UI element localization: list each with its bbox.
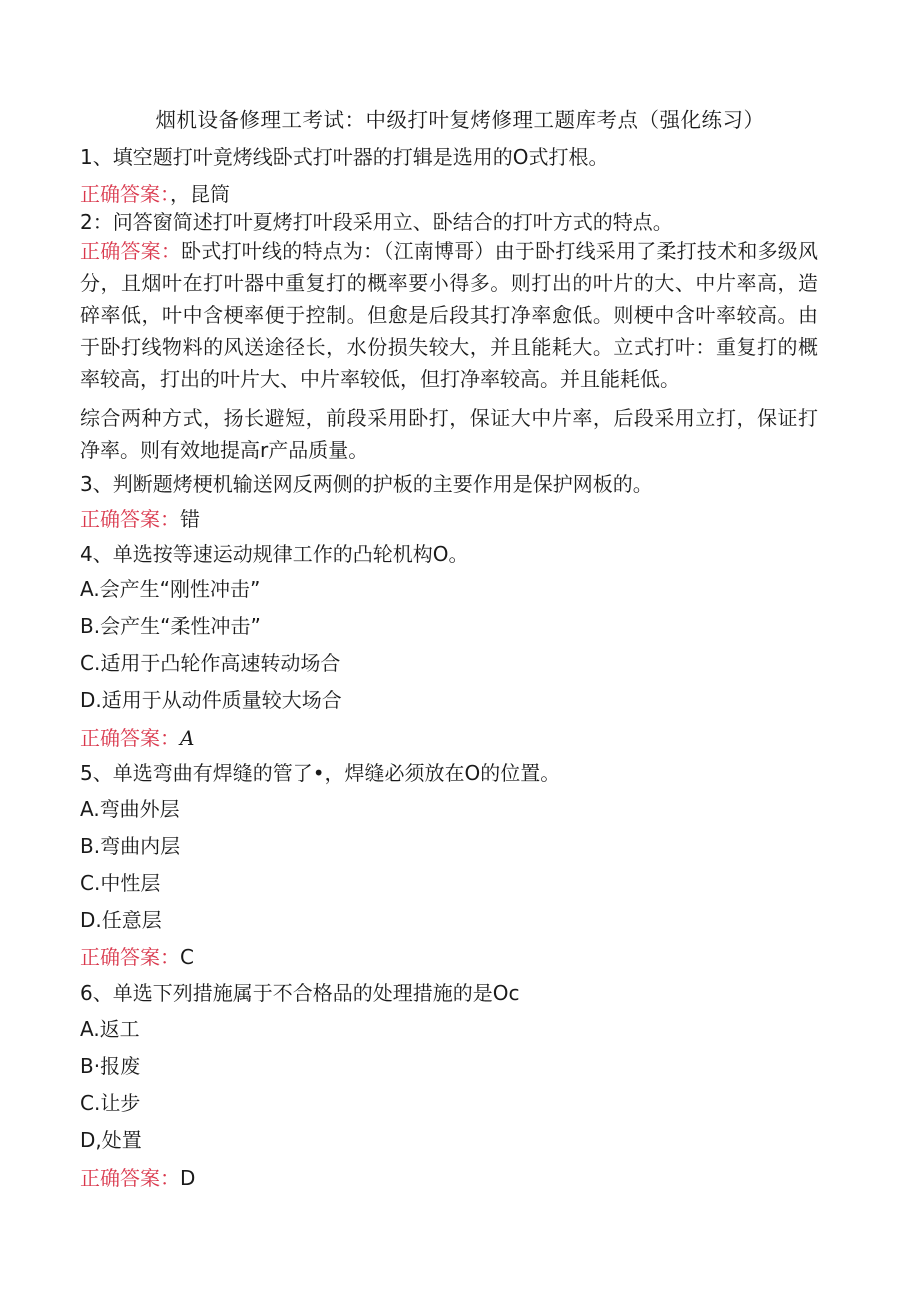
question-2: 2：问答窗简述打叶夏烤打叶段采用立、卧结合的打叶方式的特点。 xyxy=(80,210,673,234)
option: B.会产生“柔性冲击” xyxy=(80,614,261,638)
answer-label: 正确答案： xyxy=(80,1166,180,1190)
question-4: 4、单选按等速运动规律工作的凸轮机构O。 xyxy=(80,542,469,566)
option: C.中性层 xyxy=(80,871,161,895)
answer-3 xyxy=(80,507,825,531)
answer-5 xyxy=(80,945,825,969)
answer-6 xyxy=(80,1166,825,1190)
answer-value: ，昆筒 xyxy=(170,182,230,206)
question-3: 3、判断题烤梗机输送网反两侧的护板的主要作用是保护网板的。 xyxy=(80,472,653,496)
answer-value: 错 xyxy=(180,507,200,531)
option: C.适用于凸轮作高速转动场合 xyxy=(80,651,341,675)
answer-value: C xyxy=(180,945,194,969)
answer-2 xyxy=(80,235,818,395)
question-1: 1、填空题打叶竟烤线卧式打叶器的打辑是选用的O式打根。 xyxy=(80,145,609,169)
option: D,处置 xyxy=(80,1128,142,1152)
answer-value: D xyxy=(180,1166,196,1190)
option: D.任意层 xyxy=(80,908,162,932)
option: A.会产生“刚性冲击” xyxy=(80,577,261,601)
answer-value: A xyxy=(180,726,195,750)
option: C.让步 xyxy=(80,1091,141,1115)
question-6: 6、单选下列措施属于不合格品的处理措施的是Oc xyxy=(80,981,520,1005)
answer-value: 卧式打叶线的特点为：（江南博哥）由于卧打线采用了柔打技术和多级风分，且烟叶在打叶器中重复打的概率要小得多。则打出的叶片的大、中片率高，造碎率低，叶中含梗率便于控制。但愈是后段其打净率愈低。则梗中含叶率较高。由于卧打线物料的风送途径长，水份损失较大，并且能耗大。立式打叶：重复打的概率较高，打出的叶片大、中片率较低，但打净率较高。并且能耗低。 xyxy=(80,239,819,391)
answer-4 xyxy=(80,726,825,750)
option: A.返工 xyxy=(80,1017,140,1041)
option: B.弯曲内层 xyxy=(80,834,181,858)
question-5: 5、单选弯曲有焊缝的管了•，焊缝必须放在O的位置。 xyxy=(80,761,561,785)
answer-label: 正确答案： xyxy=(80,182,170,206)
option: D.适用于从动件质量较大场合 xyxy=(80,688,342,712)
page-title: 烟机设备修理工考试：中级打叶复烤修理工题库考点（强化练习） xyxy=(155,108,765,132)
answer-label: 正确答案： xyxy=(80,507,180,531)
answer-2-continued: 综合两种方式，扬长避短，前段采用卧打，保证大中片率，后段采用立打，保证打净率。则有效地提高r产品质量。 xyxy=(80,406,818,462)
answer-1 xyxy=(80,182,825,206)
option: B·报废 xyxy=(80,1054,141,1078)
answer-label: 正确答案： xyxy=(80,726,180,750)
answer-label: 正确答案： xyxy=(80,239,182,263)
option: A.弯曲外层 xyxy=(80,797,180,821)
answer-label: 正确答案： xyxy=(80,945,180,969)
